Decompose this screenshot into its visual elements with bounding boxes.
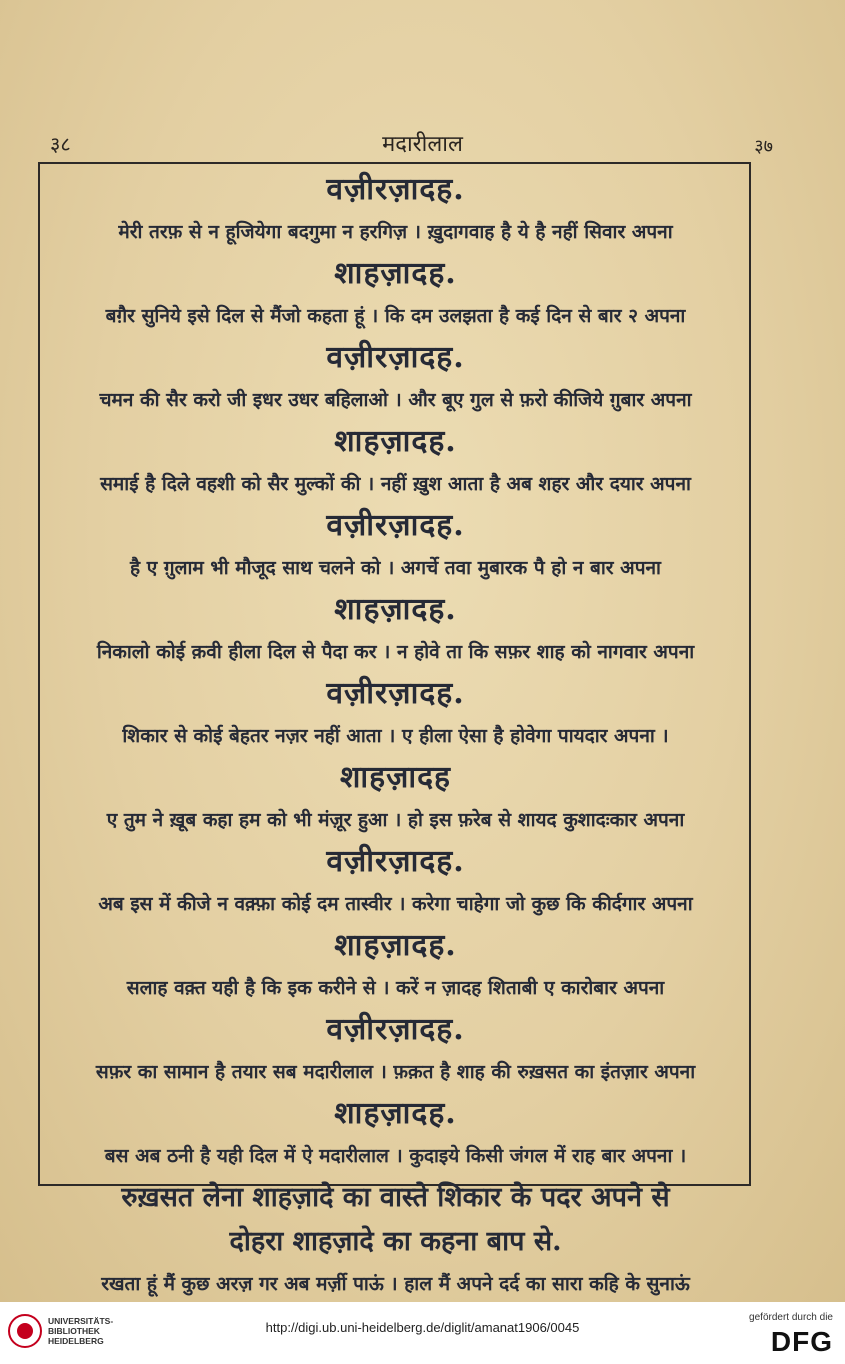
- verse-line: सलाह वक़्त यही है कि इक करीने से । करें न ज़ादह शिताबी ए कारोबार अपना: [126, 977, 665, 999]
- source-url[interactable]: http://digi.ub.uni-heidelberg.de/diglit/amanat1906/0045: [265, 1320, 580, 1335]
- speaker-name: शाहज़ादह.: [334, 592, 457, 627]
- section-heading: रुख़सत लेना शाहज़ादे का वास्ते शिकार के पदर अपने से: [121, 1182, 670, 1213]
- university-library-name: UNIVERSITÄTS- BIBLIOTHEK HEIDELBERG: [48, 1316, 114, 1346]
- running-title: मदारीलाल: [382, 132, 463, 157]
- speaker-name: वज़ीरज़ादह.: [326, 340, 465, 375]
- verse-line: समाई है दिले वहशी को सैर मुल्कों की । नहीं ख़ुश आता है अब शहर और दयार अपना: [100, 473, 691, 495]
- verse-body: [44, 168, 747, 1304]
- viewer-footer: [0, 1302, 845, 1364]
- speaker-name: शाहज़ादह: [340, 760, 451, 795]
- page-number-right: ३७: [754, 136, 773, 157]
- page-number-left: ३८: [50, 132, 71, 156]
- verse-line: रखता हूं मैं कुछ अरज़ गर अब मर्ज़ी पाऊं । हाल मैं अपने दर्द का सारा कहि के सुनाऊं: [101, 1273, 690, 1295]
- speaker-name: शाहज़ादह.: [334, 1096, 457, 1131]
- section-heading: दोहरा शाहज़ादे का कहना बाप से.: [229, 1226, 562, 1257]
- speaker-name: शाहज़ादह.: [334, 424, 457, 459]
- verse-line: अब इस में कीजे न वक़्फ़ा कोई दम तास्वीर । करेगा चाहेगा जो कुछ कि कीर्दगार अपना: [98, 893, 693, 915]
- verse-line: बग़ैर सुनिये इसे दिल से मैंजो कहता हूं । कि दम उलझता है कई दिन से बार २ अपना: [105, 305, 686, 327]
- verse-line: बस अब ठनी है यही दिल में ऐ मदारीलाल । कुदाइये किसी जंगल में राह बार अपना ।: [104, 1145, 687, 1167]
- verse-line: शिकार से कोई बेहतर नज़र नहीं आता । ए हीला ऐसा है होवेगा पायदार अपना ।: [122, 725, 669, 747]
- verse-line: ए तुम ने ख़ूब कहा हम को भी मंज़ूर हुआ । हो इस फ़रेब से शायद कुशादःकार अपना: [106, 809, 685, 831]
- speaker-name: शाहज़ादह.: [334, 256, 457, 291]
- verse-line: सफ़र का सामान है तयार सब मदारीलाल । फ़क़त है शाह की रुख़सत का इंतज़ार अपना: [95, 1061, 696, 1083]
- speaker-name: वज़ीरज़ादह.: [326, 508, 465, 543]
- verse-line: है ए ग़ुलाम भी मौजूद साथ चलने को । अगर्चे तवा मुबारक पै हो न बार अपना: [130, 557, 661, 579]
- speaker-name: वज़ीरज़ादह.: [326, 1012, 465, 1047]
- verse-line: चमन की सैर करो जी इधर उधर बहिलाओ । और बूए गुल से फ़रो कीजिये ग़ुबार अपना: [99, 389, 692, 411]
- verse-line: निकालो कोई क़वी हीला दिल से पैदा कर । न होवे ता कि सफ़र शाह को नागवार अपना: [96, 641, 695, 663]
- dfg-logo: DFG: [770, 1326, 833, 1357]
- speaker-name: वज़ीरज़ादह.: [326, 676, 465, 711]
- speaker-name: वज़ीरज़ादह.: [326, 844, 465, 879]
- page-header: [0, 128, 845, 158]
- funded-by-label: gefördert durch die: [749, 1312, 833, 1323]
- speaker-name: शाहज़ादह.: [334, 928, 457, 963]
- speaker-name: वज़ीरज़ादह.: [326, 172, 465, 207]
- verse-line: मेरी तरफ़ से न हूजियेगा बदगुमा न हरगिज़ । ख़ुदागवाह है ये है नहीं सिवार अपना: [118, 221, 673, 243]
